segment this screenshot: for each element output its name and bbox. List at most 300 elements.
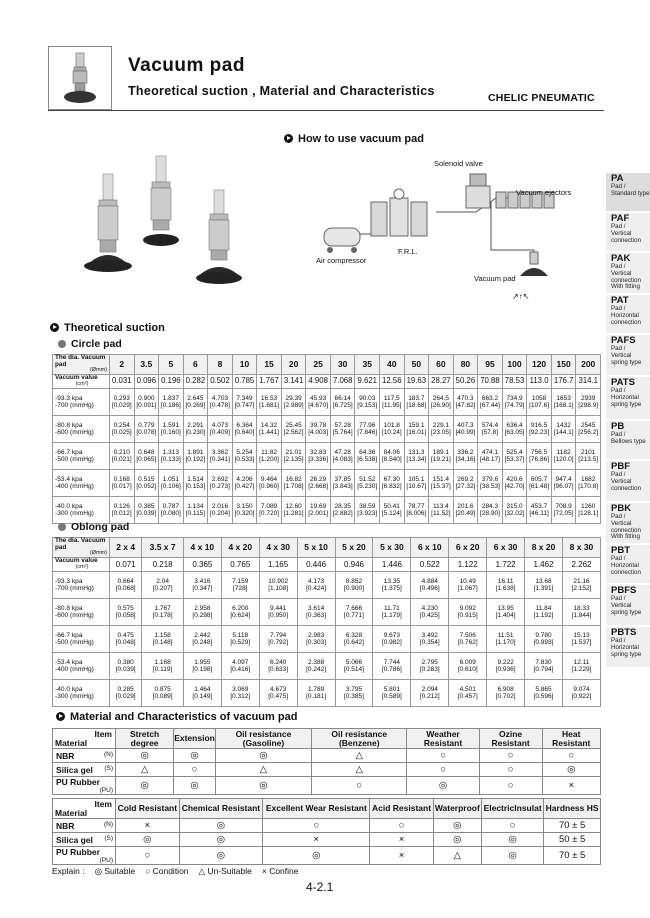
suction-kgf: [0.702] <box>495 693 516 701</box>
side-tab-desc: spring type <box>611 650 642 658</box>
pressure-kpa: -40.0 kpa <box>55 685 83 693</box>
item-material-corner <box>53 799 116 819</box>
suction-kgf: [1.200] <box>259 456 279 464</box>
page-number: 4-2.1 <box>306 880 334 894</box>
side-tab-paf[interactable] <box>606 212 650 251</box>
legend-symbol: × <box>261 866 270 876</box>
suction-kgf: [0.207] <box>152 585 173 593</box>
suction-value-cell <box>380 470 405 497</box>
suction-kgf: [11.95] <box>382 402 402 410</box>
side-tab-pbts[interactable] <box>606 626 650 667</box>
suction-newton: 18.33 <box>573 604 590 612</box>
suction-newton: 0.385 <box>138 502 155 510</box>
suction-kgf: [0.068] <box>115 585 136 593</box>
side-tab-pat[interactable] <box>606 294 650 333</box>
suction-kgf: [5.764] <box>332 429 353 437</box>
suction-value-cell <box>502 443 527 470</box>
suction-kgf: [0.794] <box>533 666 554 674</box>
suction-value-cell <box>478 443 503 470</box>
side-tab-desc: Pad / <box>611 595 626 602</box>
suction-newton: 105.1 <box>408 475 425 483</box>
legend-symbol: ◎ <box>94 866 105 876</box>
pressure-label <box>53 416 110 443</box>
pressure-kpa: -66.7 kpa <box>55 631 83 639</box>
side-tab-code: PAFS <box>611 335 636 346</box>
pressure-mmhg: -700 (mmHg) <box>55 585 94 593</box>
suction-kgf: [0.115] <box>185 510 206 518</box>
suction-value-cell <box>221 626 259 653</box>
side-tab-desc: Horizontal <box>611 561 639 569</box>
corner-material-label: Material <box>55 807 88 818</box>
suction-value-cell <box>134 389 159 416</box>
suction-newton: 0.875 <box>154 685 171 693</box>
suction-kgf: [26.90] <box>430 402 451 410</box>
suction-newton: 12.11 <box>573 658 590 666</box>
rating-cell: ○ <box>263 819 370 833</box>
rating-cell: × <box>263 833 370 847</box>
material-name-cell <box>53 777 116 795</box>
side-tab-desc: Horizontal <box>611 311 639 319</box>
side-tab-desc: connection <box>611 484 641 492</box>
side-tab-code: PATS <box>611 377 635 388</box>
suction-value-cell <box>453 443 478 470</box>
characteristic-column-header: Extension <box>174 729 216 749</box>
suction-newton: 0.285 <box>117 685 134 693</box>
dia-label: The dia. Vacuum pad <box>55 537 106 551</box>
suction-value-cell <box>404 470 429 497</box>
table-row <box>53 416 601 443</box>
suction-newton: 6.240 <box>270 658 287 666</box>
size-column-header: 50 <box>404 355 429 375</box>
area-value: 0.218 <box>142 558 184 572</box>
suction-value-cell <box>281 443 306 470</box>
vacuum-value-text: Vacuum value <box>55 374 98 382</box>
air-compressor-icon <box>324 228 360 253</box>
suction-value-cell <box>257 416 282 443</box>
legend-item <box>262 866 299 876</box>
suction-kgf: [0.242] <box>306 666 327 674</box>
suction-newton: 16.53 <box>260 394 278 402</box>
table-row <box>53 626 601 653</box>
arrow-bullet-icon <box>284 134 293 143</box>
area-value: 28.27 <box>429 375 454 389</box>
material-name: NBR <box>56 750 75 761</box>
suction-value-cell <box>159 497 184 524</box>
vacuum-value-text: Vacuum value <box>55 557 98 565</box>
suction-newton: 0.900 <box>138 394 155 402</box>
suction-newton: 57.28 <box>334 421 351 429</box>
suction-newton: 3.069 <box>232 685 249 693</box>
legend-text: Confine <box>269 866 299 876</box>
suction-value-cell <box>306 389 331 416</box>
suction-value-cell <box>134 470 159 497</box>
suction-value-cell <box>110 470 135 497</box>
material-name-cell <box>53 763 116 777</box>
side-tab-desc: Pad / <box>611 471 626 478</box>
legend-item <box>145 866 188 876</box>
suction-kgf: [40.99] <box>455 429 476 437</box>
suction-kgf: [23.05] <box>430 429 451 437</box>
area-value: 1.122 <box>449 558 487 572</box>
pressure-label <box>53 680 110 707</box>
arrow-bullet-icon <box>56 712 65 721</box>
area-value: 1.767 <box>257 375 282 389</box>
suction-kgf: [0.198] <box>192 666 213 674</box>
suction-newton: 117.5 <box>383 394 400 402</box>
suction-newton: 4.230 <box>421 604 438 612</box>
rating-cell: ○ <box>407 763 479 777</box>
area-value: 7.068 <box>330 375 355 389</box>
table-row <box>53 777 601 795</box>
suction-kgf: [92.23] <box>529 429 550 437</box>
pressure-kpa: -80.8 kpa <box>55 604 83 612</box>
suction-value-cell <box>110 626 142 653</box>
table-row <box>53 749 601 763</box>
suction-kgf: [20.49] <box>455 510 476 518</box>
suction-kgf: [213.5] <box>578 456 599 464</box>
suction-kgf: [107.6] <box>529 402 550 410</box>
suction-kgf: [0.529] <box>230 639 251 647</box>
suction-newton: 0.254 <box>113 421 130 429</box>
suction-kgf: [0.021] <box>111 456 132 464</box>
suction-value-cell <box>142 653 184 680</box>
suction-kgf: [5.124] <box>381 510 402 518</box>
suction-newton: 0.575 <box>117 604 134 612</box>
suction-kgf: [1.375] <box>381 585 402 593</box>
suction-value-cell <box>159 470 184 497</box>
suction-value-cell <box>232 416 257 443</box>
solenoid-valve-icon <box>466 174 490 208</box>
suction-kgf: [0.409] <box>210 429 230 437</box>
suction-newton: 4.206 <box>236 475 253 483</box>
suction-newton: 7.159 <box>232 577 249 585</box>
vacuum-value-unit: (cm²) <box>75 564 89 571</box>
suction-kgf: [0.029] <box>115 693 136 701</box>
size-column-header: 20 <box>281 355 306 375</box>
size-column-header: 4 x 20 <box>221 538 259 558</box>
suction-value-cell <box>335 653 373 680</box>
side-tab-pa[interactable] <box>606 172 650 211</box>
suction-value-cell <box>183 680 221 707</box>
characteristic-column-header: Oil resistance (Gasoline) <box>215 729 311 749</box>
suction-kgf: [27.32] <box>455 483 476 491</box>
suction-arrows-icon: ↗↑↖ <box>512 292 530 301</box>
side-tab-desc: Pad / <box>611 431 626 438</box>
suction-value-cell <box>562 680 600 707</box>
suction-kgf: [0.048] <box>115 639 136 647</box>
suction-value-cell <box>110 572 142 599</box>
side-tab-pbk[interactable] <box>606 502 650 543</box>
size-column-header: 200 <box>576 355 601 375</box>
suction-value-cell <box>257 497 282 524</box>
suction-newton: 1.955 <box>194 658 211 666</box>
side-tab-code: PBFS <box>611 585 637 596</box>
side-tab-code: PAF <box>611 213 630 224</box>
area-value: 3.141 <box>281 375 306 389</box>
suction-value-cell <box>502 497 527 524</box>
suction-kgf: [0.230] <box>185 429 206 437</box>
suction-kgf: [0.091] <box>136 402 157 410</box>
suction-kgf: [5.230] <box>357 483 378 491</box>
suction-kgf: [2.152] <box>571 585 592 593</box>
suction-kgf: [0.425] <box>419 612 440 620</box>
suction-kgf: [0.320] <box>234 510 255 518</box>
suction-newton: 1.591 <box>162 421 179 429</box>
suction-kgf: [0.922] <box>571 693 592 701</box>
characteristic-column-header: Cold Resistant <box>116 799 180 819</box>
suction-kgf: [0.273] <box>210 483 230 491</box>
area-value: 50.26 <box>453 375 478 389</box>
suction-kgf: [74.79] <box>504 402 525 410</box>
suction-kgf: [2.562] <box>283 429 304 437</box>
suction-newton: 7.830 <box>535 658 552 666</box>
suction-newton: 9.464 <box>260 475 278 483</box>
suction-kgf: [0.025] <box>111 429 132 437</box>
suction-newton: 84.06 <box>383 448 400 456</box>
rating-cell: ○ <box>482 819 544 833</box>
characteristic-column-header: Heat Resistant <box>542 729 601 749</box>
suction-value-cell <box>527 443 552 470</box>
suction-value-cell <box>411 599 449 626</box>
suction-kgf: [0.078] <box>136 429 157 437</box>
material-characteristics-table-1 <box>52 728 601 795</box>
legend-item <box>199 866 252 876</box>
pressure-kpa: -40.0 kpa <box>55 502 83 510</box>
suction-newton: 0.380 <box>117 658 134 666</box>
side-tab-desc: connection <box>611 568 641 576</box>
suction-newton: 2.016 <box>211 502 229 510</box>
suction-value-cell <box>429 470 454 497</box>
suction-kgf: [9.153] <box>357 402 378 410</box>
side-tab-desc: Pad / <box>611 263 626 270</box>
material-name: NBR <box>56 820 75 831</box>
suction-newton: 336.2 <box>457 448 474 456</box>
vacuum-value-label <box>53 375 110 389</box>
rating-cell: △ <box>312 749 407 763</box>
area-value: 0.502 <box>208 375 233 389</box>
suction-value-cell <box>478 416 503 443</box>
suction-value-cell <box>355 389 380 416</box>
suction-newton: 315.0 <box>506 502 523 510</box>
suction-value-cell <box>449 599 487 626</box>
suction-newton: 1.789 <box>307 685 325 693</box>
suction-newton: 11.71 <box>383 604 400 612</box>
suction-kgf: [0.514] <box>344 666 364 674</box>
air-compressor-label: Air compressor <box>316 256 367 265</box>
side-tab-code: PAK <box>611 253 631 264</box>
area-value: 70.88 <box>478 375 503 389</box>
size-column-header: 5 <box>159 355 184 375</box>
suction-value-cell <box>551 389 576 416</box>
side-tab-desc: Vertical <box>611 601 632 609</box>
side-tab-code: PBF <box>611 461 630 472</box>
suction-newton: 1.168 <box>154 658 171 666</box>
suction-value-cell <box>221 572 259 599</box>
side-tab-desc: Horizontal <box>611 393 639 401</box>
suction-value-cell <box>159 443 184 470</box>
suction-newton: 6.200 <box>232 604 249 612</box>
suction-newton: 1653 <box>556 394 571 402</box>
suction-kgf: [0.012] <box>111 510 132 518</box>
table-row <box>53 819 601 833</box>
suction-value-cell <box>449 680 487 707</box>
suction-value-cell <box>527 416 552 443</box>
suction-newton: 11.84 <box>535 604 552 612</box>
suction-kgf: [0.065] <box>136 456 157 464</box>
material-code: (PU) <box>99 857 113 864</box>
product-thumbnail <box>48 46 112 110</box>
suction-kgf: [6.832] <box>381 483 402 491</box>
suction-value-cell <box>380 443 405 470</box>
arrow-bullet-icon <box>50 323 59 332</box>
suction-newton: 15.13 <box>573 631 590 639</box>
suction-newton: 734.9 <box>506 394 523 402</box>
side-tab-pbt[interactable] <box>606 544 650 583</box>
rating-cell: ◎ <box>215 749 311 763</box>
suction-kgf: [0.269] <box>185 402 206 410</box>
suction-kgf: [76.86] <box>529 456 550 464</box>
area-value: 0.071 <box>110 558 142 572</box>
size-column-header: 6 x 30 <box>487 538 525 558</box>
size-column-header: 5 x 30 <box>373 538 411 558</box>
area-value: 1.165 <box>259 558 297 572</box>
size-column-header: 40 <box>380 355 405 375</box>
page-title: Vacuum pad <box>128 55 245 76</box>
suction-newton: 1.837 <box>162 394 179 402</box>
vacuum-value-unit: (cm²) <box>75 381 89 388</box>
suction-newton: 2.645 <box>187 394 204 402</box>
suction-value-cell <box>330 470 355 497</box>
area-value: 0.446 <box>297 558 335 572</box>
suction-newton: 7.349 <box>236 394 253 402</box>
suction-kgf: [0.119] <box>152 666 173 674</box>
size-column-header: 35 <box>355 355 380 375</box>
suction-newton: 5.865 <box>535 685 552 693</box>
suction-value-cell <box>232 470 257 497</box>
suction-kgf: [0.039] <box>136 510 157 518</box>
suction-newton: 3.492 <box>421 631 438 639</box>
suction-value-cell <box>404 389 429 416</box>
circle-pad-table <box>52 354 601 524</box>
suction-kgf: [10.67] <box>406 483 427 491</box>
suction-newton: 14.32 <box>260 421 278 429</box>
suction-value-cell <box>525 572 563 599</box>
suction-newton: 183.7 <box>408 394 425 402</box>
suction-value-cell <box>487 572 525 599</box>
suction-value-cell <box>159 389 184 416</box>
suction-newton: 5.066 <box>345 658 363 666</box>
suction-kgf: [0.204] <box>210 510 230 518</box>
suction-value-cell <box>551 443 576 470</box>
suction-kgf: [1.281] <box>283 510 304 518</box>
side-tab-desc: Vertical <box>611 351 632 359</box>
suction-newton: 1.514 <box>187 475 204 483</box>
dia-unit: (Ømm) <box>89 550 107 557</box>
suction-value-cell <box>297 626 335 653</box>
side-tab-pafs[interactable] <box>606 334 650 375</box>
suction-kgf: [3.843] <box>332 483 353 491</box>
suction-newton: 6.009 <box>459 658 476 666</box>
suction-value-cell <box>208 443 233 470</box>
suction-value-cell <box>411 653 449 680</box>
side-tab-pak[interactable] <box>606 252 650 293</box>
corner-item-label: Item <box>94 798 112 809</box>
side-tab-pats[interactable] <box>606 376 650 419</box>
suction-newton: 6.364 <box>236 421 253 429</box>
dia-unit: (Ømm) <box>89 367 107 374</box>
rating-cell: ◎ <box>482 847 544 865</box>
suction-newton: 2.442 <box>194 631 211 639</box>
characteristic-column-header: Excellent Wear Resistant <box>263 799 370 819</box>
pressure-kpa: -93.3 kpa <box>55 394 83 402</box>
vacuum-pad-thumbnail-image <box>49 47 111 109</box>
suction-kgf: [72.05] <box>553 510 574 518</box>
suction-value-cell <box>110 653 142 680</box>
suction-newton: 2.958 <box>194 604 211 612</box>
suction-value-cell <box>380 389 405 416</box>
suction-kgf: [3.923] <box>357 510 378 518</box>
how-to-use-heading: How to use vacuum pad <box>284 133 424 145</box>
suction-kgf: [0.424] <box>306 585 327 593</box>
area-value: 1.462 <box>525 558 563 572</box>
legend-explain <box>52 866 299 877</box>
suction-value-cell <box>562 626 600 653</box>
suction-kgf: [18.68] <box>406 402 427 410</box>
circle-pad-heading: Circle pad <box>58 338 122 350</box>
suction-newton: 574.4 <box>481 421 499 429</box>
suction-kgf: [42.70] <box>504 483 525 491</box>
characteristic-column-header: Acid Resistant <box>370 799 433 819</box>
suction-kgf: [0.900] <box>344 585 364 593</box>
side-tab-pbf[interactable] <box>606 460 650 501</box>
rating-cell: × <box>370 847 433 865</box>
material-name: Silica gel <box>56 834 93 845</box>
area-value: 113.0 <box>527 375 552 389</box>
frl-unit-icon <box>371 189 427 236</box>
area-value: 0.196 <box>159 375 184 389</box>
suction-kgf: [0.341] <box>210 456 230 464</box>
suction-kgf: [0.385] <box>344 693 364 701</box>
suction-value-cell <box>259 599 297 626</box>
side-tab-code: PBTS <box>611 627 637 638</box>
rating-cell: ○ <box>312 777 407 795</box>
side-tab-desc: Bellows type <box>611 437 646 445</box>
side-tab-pb[interactable] <box>606 420 650 459</box>
pressure-kpa: -80.8 kpa <box>55 421 83 429</box>
suction-kgf: [0.248] <box>192 639 213 647</box>
suction-value-cell <box>449 653 487 680</box>
suction-kgf: [6.538] <box>357 456 378 464</box>
suction-newton: 28.35 <box>334 502 351 510</box>
suction-kgf: [0.915] <box>457 612 478 620</box>
suction-value-cell <box>404 416 429 443</box>
side-tab-pbfs[interactable] <box>606 584 650 625</box>
suction-kgf: [0.640] <box>234 429 255 437</box>
suction-value-cell <box>562 572 600 599</box>
side-tab-desc: Vertical connection <box>611 269 641 284</box>
suction-kgf: [0.596] <box>533 693 554 701</box>
suction-newton: 10.49 <box>459 577 476 585</box>
rating-cell: ○ <box>116 847 180 865</box>
suction-value-cell <box>183 443 208 470</box>
pressure-kpa: -53.4 kpa <box>55 658 83 666</box>
suction-kgf: [0.624] <box>230 612 251 620</box>
suction-newton: 78.77 <box>408 502 425 510</box>
side-tab-code: PA <box>611 173 624 184</box>
suction-newton: 67.30 <box>383 475 400 483</box>
rating-cell: ○ <box>407 749 479 763</box>
suction-value-cell <box>502 389 527 416</box>
